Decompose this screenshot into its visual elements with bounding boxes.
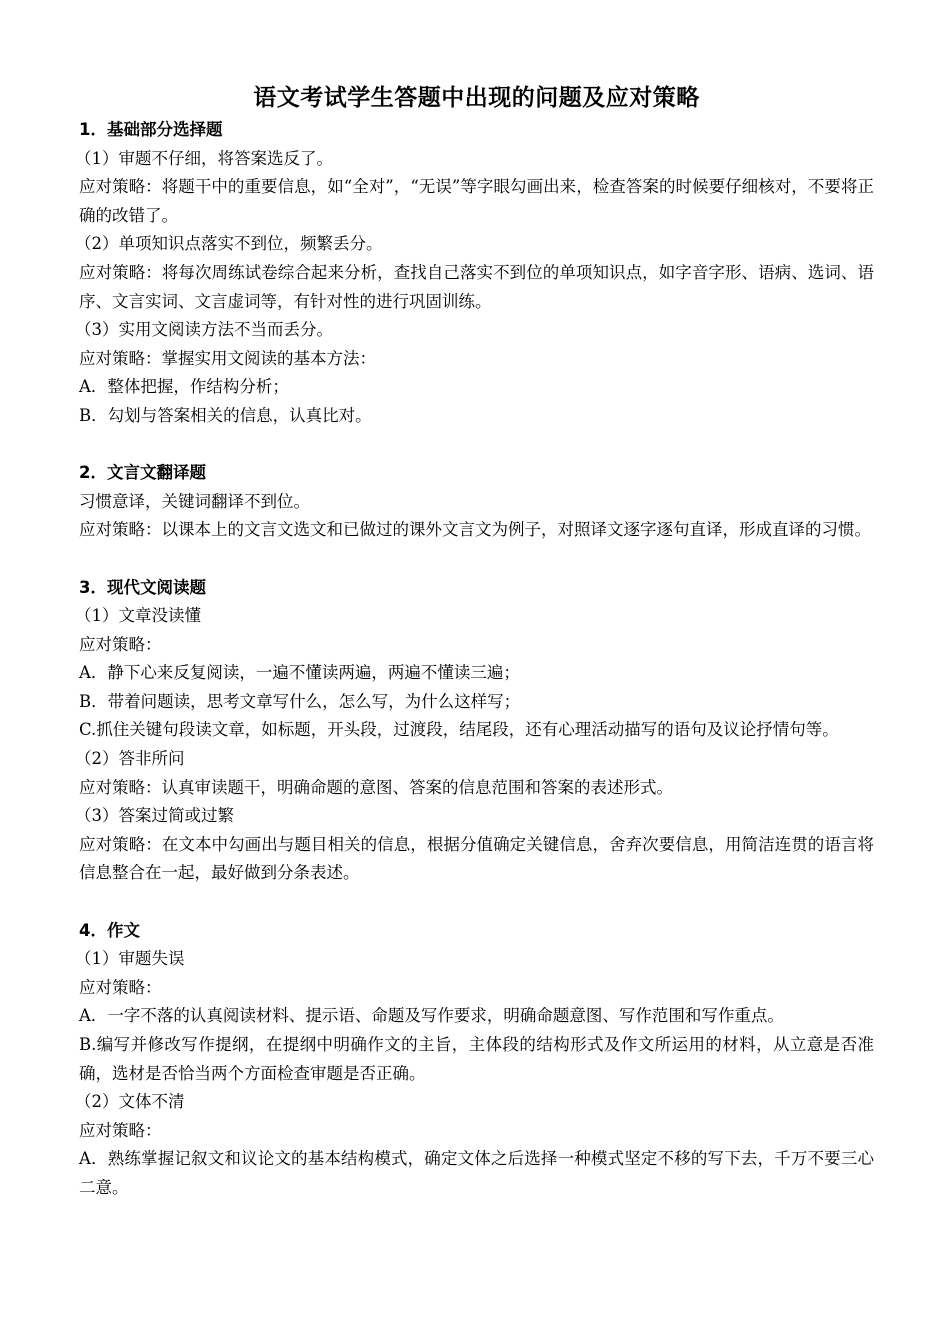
section-basic-choice xyxy=(75,116,874,431)
problem-item: （3）答案过简或过繁 xyxy=(75,806,234,826)
strategy-list-item: A．熟练掌握记叙文和议论文的基本结构模式，确定文体之后选择一种模式坚定不移的写下去，千万不要三心二意。 xyxy=(79,1149,874,1197)
document-title: 语文考试学生答题中出现的问题及应对策略 xyxy=(253,85,700,111)
section-modern-reading xyxy=(75,574,874,889)
strategy-list-item: B.编写并修改写作提纲，在提纲中明确作文的主旨，主体段的结构形式及作文所运用的材料，从立意是否准确，选材是否恰当两个方面检查审题是否正确。 xyxy=(79,1035,874,1083)
problem-item: （1）审题不仔细，将答案选反了。 xyxy=(75,148,333,168)
section-heading: 2．文言文翻译题 xyxy=(79,463,206,483)
strategy-paragraph: 应对策略：掌握实用文阅读的基本方法： xyxy=(79,348,376,368)
strategy-paragraph: 应对策略：在文本中勾画出与题目相关的信息，根据分值确定关键信息，舍弃次要信息，用简洁连贯的语言将信息整合在一起，最好做到分条表述。 xyxy=(79,834,874,883)
document-page xyxy=(75,80,874,1203)
strategy-paragraph: 应对策略： xyxy=(79,1120,162,1140)
section-heading: 3．现代文阅读题 xyxy=(79,577,206,597)
section-spacer xyxy=(79,431,874,460)
strategy-paragraph: 应对策略：认真审读题干，明确命题的意图、答案的信息范围和答案的表述形式。 xyxy=(79,777,673,797)
problem-item: 习惯意译，关键词翻译不到位。 xyxy=(79,491,310,511)
problem-item: （3）实用文阅读方法不当而丢分。 xyxy=(75,320,333,340)
section-classical-translation xyxy=(79,459,874,545)
strategy-paragraph: 应对策略： xyxy=(79,634,162,654)
strategy-list-item: A．静下心来反复阅读，一遍不懂读两遍，两遍不懂读三遍； xyxy=(79,663,520,683)
strategy-list-item: A．整体把握，作结构分析； xyxy=(79,377,289,397)
problem-item: （2）单项知识点落实不到位，频繁丢分。 xyxy=(75,234,383,254)
problem-item: （2）答非所问 xyxy=(75,749,185,769)
section-composition xyxy=(75,917,874,1203)
problem-item: （2）文体不清 xyxy=(75,1092,185,1112)
strategy-paragraph: 应对策略： xyxy=(79,977,162,997)
strategy-list-item: A．一字不落的认真阅读材料、提示语、命题及写作要求，明确命题意图、写作范围和写作重点。 xyxy=(79,1006,784,1026)
strategy-paragraph: 应对策略：将每次周练试卷综合起来分析，查找自己落实不到位的单项知识点，如字音字形、语病、选词、语序、文言实词、文言虚词等，有针对性的进行巩固训练。 xyxy=(79,262,874,311)
section-spacer xyxy=(79,545,874,574)
section-spacer xyxy=(79,888,874,917)
strategy-list-item: B．勾划与答案相关的信息，认真比对。 xyxy=(79,405,372,425)
strategy-list-item: C.抓住关键句段读文章，如标题，开头段，过渡段，结尾段，还有心理活动描写的语句及议论抒情句等。 xyxy=(79,720,839,740)
strategy-list-item: B．带着问题读，思考文章写什么，怎么写，为什么这样写； xyxy=(79,691,521,711)
problem-item: （1）文章没读懂 xyxy=(75,606,201,626)
strategy-paragraph: 应对策略：以课本上的文言文选文和已做过的课外文言文为例子，对照译文逐字逐句直译，形成直译的习惯。 xyxy=(79,520,871,540)
strategy-paragraph: 应对策略：将题干中的重要信息，如“全对”，“无误”等字眼勾画出来，检查答案的时候要仔细核对，不要将正确的改错了。 xyxy=(79,177,874,225)
section-heading: 4．作文 xyxy=(79,920,140,940)
problem-item: （1）审题失误 xyxy=(75,949,185,969)
section-heading: 1．基础部分选择题 xyxy=(79,120,223,139)
